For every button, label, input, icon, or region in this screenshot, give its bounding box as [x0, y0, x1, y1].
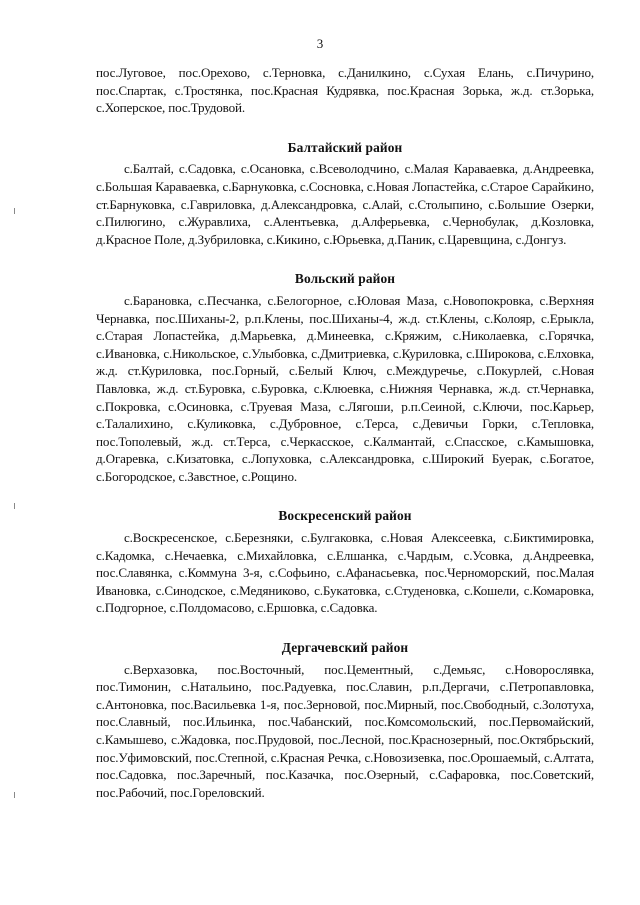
district-heading-volsky: Вольский район [294, 271, 396, 287]
margin-mark [14, 208, 18, 214]
margin-mark [14, 503, 18, 509]
document-body [96, 64, 594, 801]
district-heading-voskresensky: Воскресенский район [278, 508, 412, 524]
district-heading-baltaysky: Балтайский район [287, 139, 403, 155]
margin-mark [14, 792, 18, 798]
district-settlements-baltaysky: с.Балтай, с.Садовка, с.Осановка, с.Всеволодчино, с.Малая Караваевка, д.Андреевка, с.Большая Караваевка, с.Барнуковка, с.Сосновка, с.Новая Лопастейка, с.Старое Сарайкино, ст.Барнуковка, с.Гавриловка, д.Александровка, с.Алай, с.Столыпино, с.Большие Озерки, с.Пилюгино, с.Журавлиха, с.Алентьевка, д.Алферьевка, с.Чернобулак, д.Козловка, д.Красное Поле, д.Зубриловка, с.Кикино, с.Юрьевка, д.Паник, с.Царевщина, с.Донгуз. [96, 161, 594, 247]
district-settlements-voskresensky: с.Воскресенское, с.Березняки, с.Булгаковка, с.Новая Алексеевка, с.Биктимировка, с.Кадомка, с.Нечаевка, с.Михайловка, с.Елшанка, с.Чардым, с.Усовка, д.Андреевка, пос.Славянка, с.Коммуна 3-я, с.Софьино, с.Афанасьевка, пос.Черноморский, пос.Малая Ивановка, с.Синодское, с.Медяниково, с.Букатовка, с.Студеновка, с.Кошели, с.Комаровка, с.Подгорное, с.Полдомасово, с.Ершовка, с.Садовка. [96, 530, 594, 616]
district-settlements-volsky: с.Барановка, с.Песчанка, с.Белогорное, с.Юловая Маза, с.Новопокровка, с.Верхняя Чернавка, пос.Шиханы-2, р.п.Клены, пос.Шиханы-4, ж.д. ст.Клены, с.Колояр, с.Ерыкла, с.Старая Лопастейка, д.Марьевка, д.Минеевка, с.Кряжим, с.Николаевка, с.Горячка, с.Ивановка, с.Никольское, с.Улыбовка, с.Дмитриевка, с.Куриловка, с.Широкова, с.Елховка, ж.д. ст.Куриловка, пос.Горный, с.Белый Ключ, с.Междуречье, с.Покурлей, с.Новая Павловка, ж.д. ст.Буровка, с.Буровка, с.Клюевка, с.Нижняя Чернавка, ж.д. ст.Чернавка, с.Покровка, с.Осиновка, с.Труевая Маза, с.Лягоши, р.п.Сеиной, с.Ключи, пос.Карьер, с.Талалихино, с.Куликовка, с.Дубровное, с.Терса, с.Девичьи Горки, с.Тепловка, пос.Тополевый, ж.д. ст.Терса, с.Черкасское, с.Калмантай, с.Спасское, с.Камышовка, д.Огаревка, с.Кизатовка, с.Лопуховка, с.Александровка, с.Широкий Буерак, с.Богатое, с.Богородское, с.Завстное, с.Рощино. [96, 292, 594, 484]
district-settlements-dergachevsky: с.Верхазовка, пос.Восточный, пос.Цементный, с.Демьяс, с.Новорослявка, пос.Тимонин, с.Натальино, пос.Радуевка, пос.Славин, р.п.Дергачи, с.Петропавловка, с.Антоновка, пос.Васильевка 1-я, пос.Зерновой, пос.Мирный, пос.Свободный, с.Золотуха, пос.Славный, пос.Ильинка, пос.Чабанский, пос.Комсомольский, пос.Первомайский, с.Камышево, с.Жадовка, пос.Прудовой, пос.Лесной, пос.Краснозерный, пос.Октябрьский, пос.Уфимовский, пос.Степной, с.Красная Речка, с.Новозизевка, пос.Орошаемый, с.Алтата, пос.Садовка, пос.Заречный, пос.Казачка, пос.Озерный, с.Сафаровка, пос.Советский, пос.Рабочий, пос.Гореловский. [96, 661, 594, 800]
page-number: 3 [316, 36, 324, 51]
intro-paragraph: пос.Луговое, пос.Орехово, с.Терновка, с.Данилкино, с.Сухая Елань, с.Пичурино, пос.Спартак, с.Тростянка, пос.Красная Кудрявка, пос.Красная Зорька, ж.д. ст.Зорька, с.Хоперское, пос.Трудовой. [96, 65, 594, 116]
district-heading-dergachevsky: Дергачевский район [281, 640, 409, 656]
